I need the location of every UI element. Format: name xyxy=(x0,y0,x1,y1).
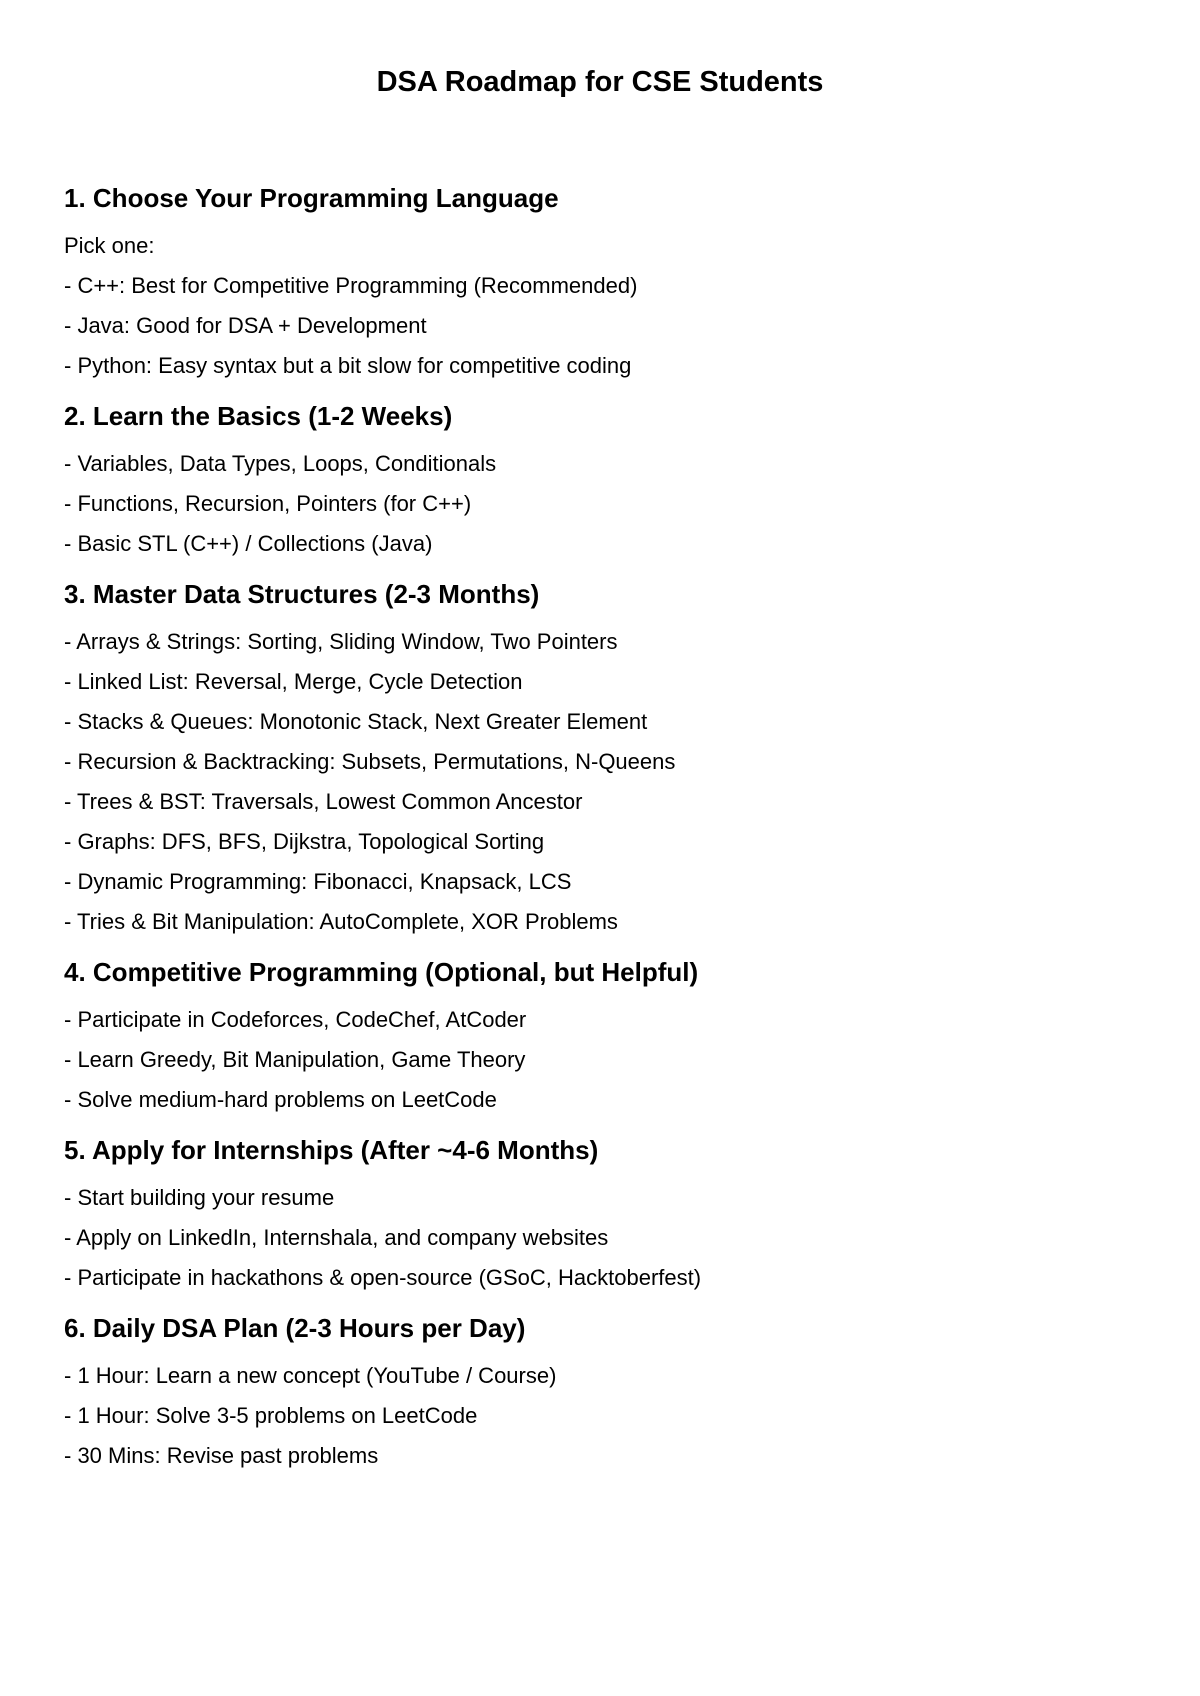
list-item: - 30 Mins: Revise past problems xyxy=(64,1443,379,1468)
list-item: - Learn Greedy, Bit Manipulation, Game Theory xyxy=(64,1047,526,1072)
list-item: - Stacks & Queues: Monotonic Stack, Next Greater Element xyxy=(64,709,648,734)
list-item: - Recursion & Backtracking: Subsets, Permutations, N-Queens xyxy=(64,749,676,774)
section-heading: 3. Master Data Structures (2-3 Months) xyxy=(64,579,540,609)
section-internships xyxy=(64,1132,1144,1298)
section-heading: 1. Choose Your Programming Language xyxy=(64,183,559,213)
section-heading: 4. Competitive Programming (Optional, but Helpful) xyxy=(64,957,699,987)
section-daily-plan xyxy=(64,1310,1144,1476)
list-item: - Trees & BST: Traversals, Lowest Common Ancestor xyxy=(64,789,583,814)
list-item: - Java: Good for DSA + Development xyxy=(64,313,427,338)
section-heading: 5. Apply for Internships (After ~4-6 Months) xyxy=(64,1135,599,1165)
section-data-structures xyxy=(64,576,1144,942)
list-item: - Participate in Codeforces, CodeChef, AtCoder xyxy=(64,1007,527,1032)
list-item: - Basic STL (C++) / Collections (Java) xyxy=(64,531,433,556)
list-item: - Graphs: DFS, BFS, Dijkstra, Topological Sorting xyxy=(64,829,545,854)
section-learn-basics xyxy=(64,398,1144,564)
list-item: - C++: Best for Competitive Programming (Recommended) xyxy=(64,273,638,298)
list-item: - Linked List: Reversal, Merge, Cycle Detection xyxy=(64,669,523,694)
text-line: Pick one: xyxy=(64,233,155,258)
document-title: DSA Roadmap for CSE Students xyxy=(376,66,824,98)
list-item: - Start building your resume xyxy=(64,1185,335,1210)
section-heading: 2. Learn the Basics (1-2 Weeks) xyxy=(64,401,453,431)
list-item: - Participate in hackathons & open-source (GSoC, Hacktoberfest) xyxy=(64,1265,702,1290)
list-item: - Functions, Recursion, Pointers (for C++) xyxy=(64,491,472,516)
section-heading: 6. Daily DSA Plan (2-3 Hours per Day) xyxy=(64,1313,526,1343)
list-item: - Dynamic Programming: Fibonacci, Knapsack, LCS xyxy=(64,869,572,894)
list-item: - Tries & Bit Manipulation: AutoComplete, XOR Problems xyxy=(64,909,618,934)
list-item: - Apply on LinkedIn, Internshala, and company websites xyxy=(64,1225,609,1250)
list-item: - 1 Hour: Solve 3-5 problems on LeetCode xyxy=(64,1403,478,1428)
section-competitive-programming xyxy=(64,954,1144,1120)
list-item: - Solve medium-hard problems on LeetCode xyxy=(64,1087,497,1112)
list-item: - Arrays & Strings: Sorting, Sliding Window, Two Pointers xyxy=(64,629,618,654)
list-item: - 1 Hour: Learn a new concept (YouTube / Course) xyxy=(64,1363,557,1388)
document-body xyxy=(64,180,1144,1488)
list-item: - Variables, Data Types, Loops, Conditionals xyxy=(64,451,497,476)
section-programming-language xyxy=(64,180,1144,386)
list-item: - Python: Easy syntax but a bit slow for competitive coding xyxy=(64,353,632,378)
